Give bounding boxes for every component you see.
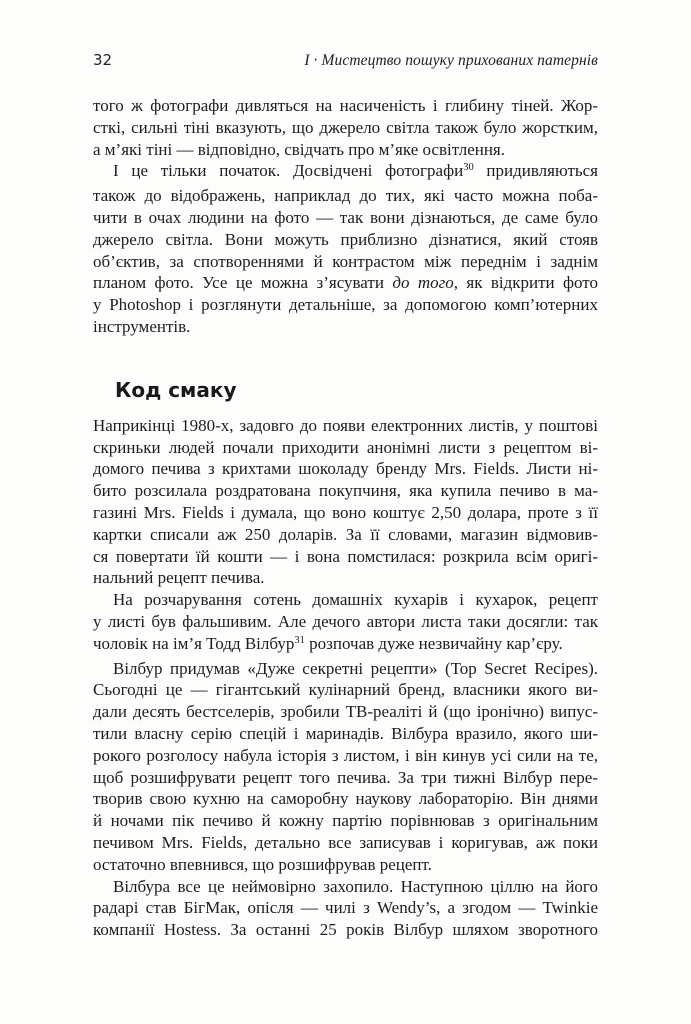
text-segment: нальний рецепт печива. (93, 568, 265, 588)
text-segment: щоб розшифрувати рецепт того печива. За три тижні Вілбур пере- (93, 767, 598, 787)
text-segment: планом фото. Усе це можна з’ясувати (93, 273, 393, 293)
text-line (93, 589, 598, 611)
text-segment: бито розсилала роздратована покупчиня, яка купила печиво в ма- (93, 481, 598, 501)
text-line (93, 658, 598, 680)
text-segment: скриньки людей почали приходити анонімні листи з рецептом ві- (93, 437, 598, 457)
text-line (93, 502, 598, 524)
page-header (93, 51, 598, 70)
text-segment: І це тільки початок. Досвідчені фотографи (113, 161, 464, 181)
text-segment: того ж фотографи дивляться на насиченість і глибину тіней. Жор- (93, 96, 598, 115)
text-segment: компанії Hostess. За останні 25 років Вілбур шляхом зворотного (93, 920, 598, 940)
text-line (93, 854, 598, 876)
paragraph (93, 160, 598, 337)
text-line (93, 745, 598, 767)
text-segment: у листі був фальшивим. Але дечого автори листа таки досягли: так (93, 611, 598, 631)
text-segment: творив свою кухню на саморобну наукову лабораторію. Він днями (93, 789, 598, 809)
text-segment: чоловік на ім’я Тодд Вілбур (93, 633, 295, 653)
running-title: І · Мистецтво пошуку прихованих патернів (304, 52, 598, 69)
text-line (93, 251, 598, 273)
text-line (93, 160, 598, 185)
text-segment: печивом Mrs. Fields, детально все записував і коригував, аж поки (93, 832, 598, 852)
text-segment: остаточно впевнився, що розшифрував рецепт. (93, 854, 432, 874)
text-segment: радарі став БігМак, опісля — чилі з Wendy’s, а згодом — Twinkie (93, 898, 598, 918)
text-segment: Вілбура все це неймовірно захопило. Наступною ціллю на його (113, 876, 598, 896)
text-line (93, 524, 598, 546)
text-line (93, 919, 598, 941)
text-segment: інструментів. (93, 316, 191, 336)
text-line (93, 788, 598, 810)
text-line (93, 832, 598, 854)
text-line (93, 95, 598, 117)
text-segment: чити в очах людини на фото — так вони дізнаються, де саме було (93, 207, 598, 227)
text-segment: , як відкрити фото (453, 273, 599, 293)
paragraph (93, 95, 598, 160)
text-segment: Сьогодні це — гігантський кулінарний бренд, власники якого ви- (93, 680, 598, 700)
text-segment: На розчарування сотень домашніх кухарів і кухарок, рецепт (113, 590, 598, 610)
text-line (93, 567, 598, 589)
text-segment: дали десять бестселерів, зробили ТВ-реаліті й (що іронічно) випус- (93, 702, 598, 722)
text-line (93, 139, 598, 161)
text-segment: рокого розголосу набула історія з листом, і він кинув усі сили на те, (93, 745, 598, 765)
italic-phrase: до того (392, 273, 454, 293)
footnote-marker: 30 (463, 162, 474, 174)
text-segment: об’єктив, за спотвореннями й контрастом між переднім і заднім (93, 251, 598, 271)
text-segment: придивляються (473, 161, 598, 181)
text-line (93, 415, 598, 437)
text-segment: також до відображень, наприклад до тих, які часто можна поба- (93, 186, 598, 206)
text-line (93, 229, 598, 251)
text-line (93, 701, 598, 723)
text-line (93, 546, 598, 568)
page-number: 32 (93, 51, 113, 69)
text-line (93, 316, 598, 338)
text-segment: у Photoshop і розглянути детальніше, за допомогою комп’ютерних (93, 295, 598, 315)
text-segment: розпочав дуже незвичайну кар’єру. (304, 633, 563, 653)
text-line (93, 810, 598, 832)
text-line (93, 611, 598, 633)
text-line (93, 207, 598, 229)
text-line (93, 437, 598, 459)
text-line (93, 185, 598, 207)
text-line (93, 633, 598, 658)
text-segment: тили власну серію спецій і маринадів. Вілбура вразило, якого ши- (93, 723, 598, 743)
text-segment: ся повертати їй кошти — і вона помстилася: розкрила всім оригі- (93, 546, 598, 566)
text-segment: сткі, сильні тіні вказують, що джерело світла також було жорстким, (93, 117, 598, 137)
body-text (93, 95, 598, 941)
text-line (93, 480, 598, 502)
paragraph (93, 876, 598, 941)
text-segment: Вілбур придумав «Дуже секретні рецепти» (Top Secret Recipes). (113, 658, 598, 678)
text-segment: й ночами пік печиво й кожну партію порівнював з оригінальним (93, 811, 598, 831)
text-segment: а м’які тіні — відповідно, свідчать про м’яке освітлення. (93, 139, 506, 159)
text-segment: картки списали аж 250 доларів. За її словами, магазин відмовив- (93, 524, 598, 544)
section-heading: Код смаку (115, 377, 237, 402)
text-line (93, 897, 598, 919)
text-segment: джерело світла. Вони можуть приблизно дізнатися, який стояв (93, 229, 598, 249)
text-line (93, 723, 598, 745)
text-line (93, 876, 598, 898)
text-segment: Наприкінці 1980-х, задовго до появи електронних листів, у поштові (93, 415, 598, 435)
paragraph (93, 658, 598, 876)
text-line (93, 117, 598, 139)
paragraph (93, 415, 598, 589)
text-segment: домого печива з крихтами шоколаду бренду Mrs. Fields. Листи ні- (93, 459, 598, 479)
footnote-marker: 31 (294, 634, 305, 646)
text-line (93, 767, 598, 789)
text-line (93, 679, 598, 701)
text-line (93, 272, 598, 294)
text-line (93, 294, 598, 316)
text-line (93, 458, 598, 480)
text-segment: газині Mrs. Fields і думала, що воно коштує 2,50 долара, проте з її (93, 502, 598, 522)
paragraph (93, 589, 598, 657)
